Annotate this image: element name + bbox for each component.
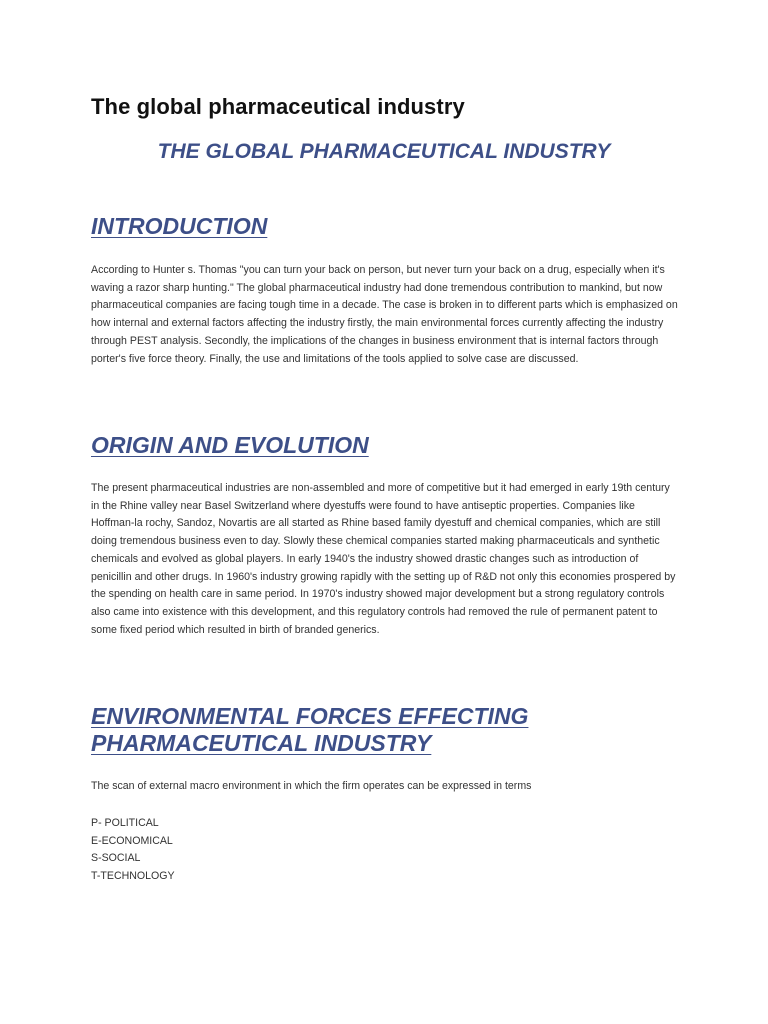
origin-paragraph: The present pharmaceutical industries are non-assembled and more of competitive but it had emerged in early 19th century in the Rhine valley near Basel Switzerland where dyestuffs were found to have antiseptic properties. Companies like Hoffman-la rochy, Sandoz, Novartis are all started as Rhine based family dyestuff and chemical companies, which are still doing tremendous business even to day. Slowly these chemical companies started making pharmaceuticals and synthetic chemicals and evolved as global players. In early 1940's the industry showed drastic changes such as introduction of penicillin and other drugs. In 1960's industry growing rapidly with the setting up of R&D not only this economies prospered by the spending on health care in same period. In 1970's industry showed major development but a strong regulatory controls also came into existence with this development, and this regulatory controls had removed the rule of permanent patent to some fixed period which resulted in birth of branded generics. xyxy=(91,482,676,636)
introduction-paragraph: According to Hunter s. Thomas "you can turn your back on person, but never turn your back on a drug, especially when it's waving a razor sharp hunting." The global pharmaceutical industry had done tremendous contribution to mankind, but now pharmaceutical companies are facing tough time in a decade. The case is broken in to different parts which is emphasized on how internal and external factors affecting the industry firstly, the main environmental forces currently affecting the industry through PEST analysis. Secondly, the implications of the changes in business environment that is internal factors through porter's five force theory. Finally, the use and limitations of the tools applied to solve case are discussed. xyxy=(91,264,678,365)
environmental-paragraph: The scan of external macro environment in which the firm operates can be expressed in terms xyxy=(91,780,532,792)
pest-item-technology: T-TECHNOLOGY xyxy=(91,869,175,882)
environmental-heading: ENVIRONMENTAL FORCES EFFECTING PHARMACEUTICAL INDUSTRY xyxy=(91,703,529,756)
document-title: The global pharmaceutical industry xyxy=(91,94,465,119)
pest-item-political: P- POLITICAL xyxy=(91,817,159,829)
pest-item-social: S-SOCIAL xyxy=(91,852,141,865)
origin-heading: ORIGIN AND EVOLUTION xyxy=(91,432,369,458)
pest-list xyxy=(91,815,175,885)
pest-item-economical: E-ECONOMICAL xyxy=(91,834,173,847)
introduction-heading: INTRODUCTION xyxy=(91,213,268,239)
document-subtitle: THE GLOBAL PHARMACEUTICAL INDUSTRY xyxy=(157,140,611,163)
